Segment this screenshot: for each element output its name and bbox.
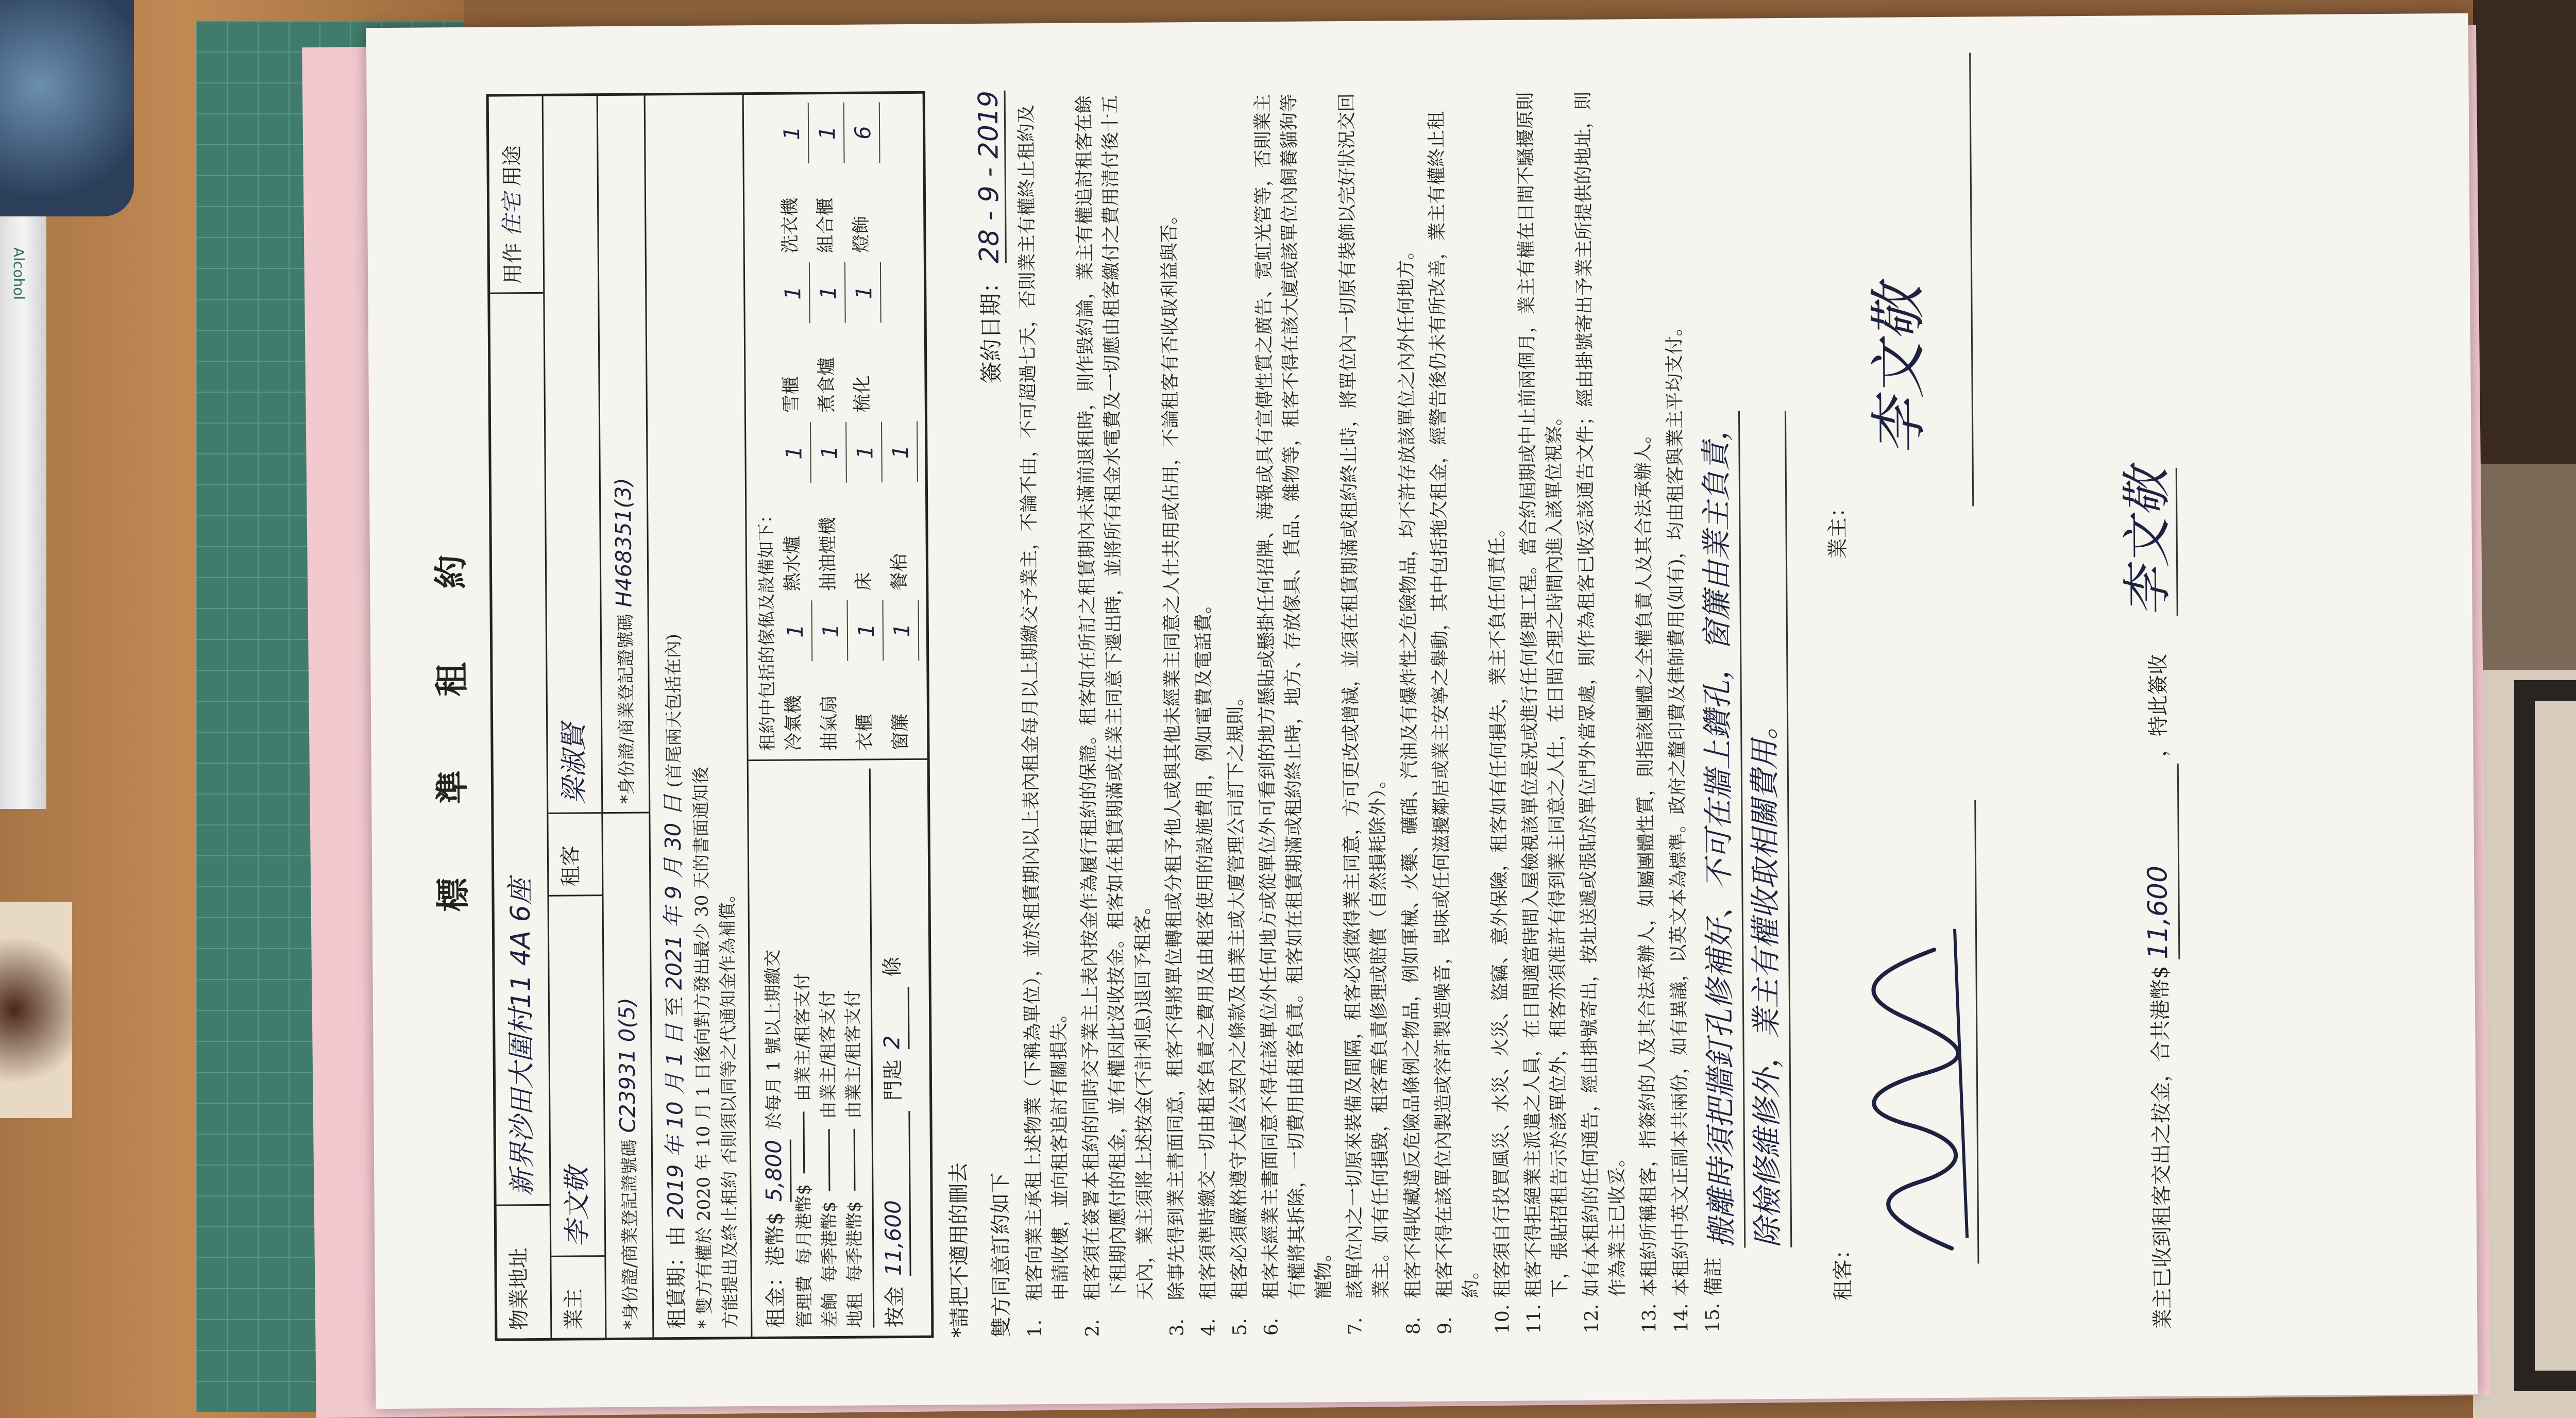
facility-name: 抽油煙機 — [817, 516, 839, 592]
sign-date — [969, 91, 1010, 384]
document-title: 標 準 租 約 — [430, 524, 473, 912]
landlord-id-cell — [603, 812, 653, 1338]
rent-label: 租金：港幣$ — [763, 1212, 788, 1328]
landlord-name: 李文敬 — [562, 1167, 594, 1247]
not-applicable-note: *請把不適用的刪去 — [946, 1162, 972, 1338]
term-option: * 雙方有權於 2020 年 10 月 1 日後向對方發出最少 30 天的書面通知後 — [690, 766, 716, 1329]
remarks-line-2: 除檢修維修外，業主有權收取相關費用。 — [1740, 411, 1792, 1248]
rent-facilities-row — [743, 94, 931, 1337]
clause-item — [1187, 89, 1222, 1336]
chair-frame — [2514, 680, 2576, 1391]
facilities-heading: 租約中包括的傢俬及設備如下： — [756, 505, 778, 752]
facility-name: 燈飾 — [851, 215, 872, 253]
clause-item — [1659, 86, 1694, 1332]
lease-info-table — [486, 91, 934, 1341]
clause-text: 本租約中英文正副本共兩份，如有異議，以英文本為標準。政府之釐印費及律師費用(如有)，均由租客與業主平均支付。 — [1664, 317, 1692, 1297]
facility-qty: 1 — [850, 421, 883, 482]
id-row — [598, 95, 654, 1338]
clause-number: 2. — [1082, 1319, 1104, 1337]
facility-qty: 1 — [816, 600, 849, 661]
remarks-num: 15. — [1702, 1303, 1724, 1333]
tenant-id-label: *身份證/商業登記證號碼 — [616, 614, 638, 804]
signature-area — [1799, 82, 2199, 1332]
sign-date-label: 簽約日期： — [977, 270, 1005, 384]
landlord-signature: 李文敬 — [1865, 285, 1933, 455]
use-label: 用途 — [500, 145, 524, 187]
gov-rent-payer: 由業主/租客支付 — [843, 990, 865, 1119]
facility-name: 雪櫃 — [781, 376, 803, 413]
rent-cell — [748, 758, 931, 1337]
clause-item — [1423, 87, 1484, 1335]
clause-item — [1250, 88, 1337, 1336]
clause-item — [1334, 88, 1395, 1335]
agreement-intro: 雙方同意訂約如下 — [989, 1172, 1014, 1338]
mgmt-label: 管理費 — [794, 1275, 816, 1328]
clause-list — [1013, 86, 1694, 1337]
term-label: 租賃期：由 — [665, 1225, 689, 1329]
term-cell — [646, 95, 751, 1337]
mgmt-amount-line — [803, 1112, 805, 1174]
landlord-name-cell — [549, 894, 605, 1256]
lease-page — [366, 13, 2478, 1409]
tenant-signature-label: 租客： — [1831, 1239, 1855, 1301]
clause-text: 如有本租約的任何通告，經由掛號寄出，按址送遞或張貼於單位門外當眾處，則作為租客已收妥該通告文件；經由掛號寄出予業主所提供的地址，則作為業主已收妥。 — [1572, 91, 1629, 1297]
gov-rent-label: 地租 — [845, 1292, 866, 1328]
deposit-label: 按金 — [883, 1286, 907, 1328]
facility-name: 衣櫃 — [854, 713, 876, 751]
clause-number: 8. — [1402, 1316, 1424, 1335]
address-label: 物業地址 — [496, 1204, 550, 1339]
round-object — [0, 902, 72, 1118]
facility-qty: 6 — [848, 102, 880, 163]
clause-number: 1. — [1024, 1319, 1046, 1338]
facilities-grid — [776, 102, 920, 751]
facility-name: 餐枱 — [888, 553, 910, 591]
rates-label: 差餉 — [819, 1292, 841, 1328]
use-prefix: 用作 — [501, 243, 525, 284]
deposit-line — [869, 768, 911, 1327]
facility-name: 梳化 — [852, 375, 873, 413]
landlord-signature-line — [1969, 53, 1974, 507]
clause-item — [1071, 90, 1159, 1337]
mgmt-text: 每月港幣$ — [793, 1184, 815, 1265]
clause-text: 租客未經業主書面同意不得在該單位外任何地方或從單位外可看到的地方懸貼或懸掛任何招牌、海報或具有宣傳性質之廣告、霓虹光管等，否則業主有權將其拆除，一切費用由租客負責。租客如在租賃期滿或租約終止時，地方、存放傢具、貨品、雜物等，租客不得在該大廈或該單位內飼養貓狗等寵物。 — [1252, 93, 1335, 1300]
facility-name: 床 — [853, 572, 875, 591]
clause-number: 11. — [1523, 1304, 1545, 1334]
facility-name: 熱水爐 — [782, 535, 804, 592]
landlord-id-value: C23931 0(5) — [614, 997, 641, 1133]
facility-name: 組合櫃 — [815, 197, 837, 254]
clause-item — [1155, 89, 1190, 1336]
receipt-amount: 11,600 — [2138, 764, 2180, 960]
clause-number: 12. — [1581, 1304, 1603, 1333]
clause-number: 10. — [1492, 1304, 1514, 1335]
clause-number: 4. — [1197, 1318, 1219, 1337]
term-end-label: 至 — [663, 996, 687, 1018]
keys-label: 門匙 — [881, 1059, 905, 1101]
parties-row — [544, 96, 607, 1338]
term-row — [646, 95, 752, 1337]
address-row — [488, 96, 552, 1339]
term-option-3-text: 否則須以同等之代通知金作為補償。 — [717, 885, 740, 1166]
clause-text: 租客須準時繳交一切由租客負責之費用及由租客使用的設施費用，例如電費及電話費。 — [1193, 595, 1219, 1301]
facility-qty: 1 — [885, 421, 918, 482]
clause-number: 9. — [1434, 1316, 1456, 1335]
clause-number: 5. — [1229, 1318, 1251, 1336]
clause-item — [1218, 89, 1253, 1336]
clause-text: 除事先得到業主書面同意，租客不得將單位轉租或分租予他人或與其他未經業主同意之人仕共用或佔用，不論租客有否收取利益與否。 — [1158, 206, 1188, 1301]
deposit-receipt-line — [2109, 82, 2189, 1330]
clause-number: 6. — [1261, 1318, 1282, 1336]
receipt-signature: 李文敬 — [2118, 468, 2178, 617]
facility-qty: 1 — [776, 103, 809, 163]
landlord-id-label: *身份證/商業登記證號碼 — [619, 1139, 641, 1329]
mgmt-payer: 由業主/租客支付 — [792, 973, 814, 1102]
tenant-name: 梁淑賢 — [558, 723, 590, 804]
clause-text: 租客不得收藏違反危險品條例之物品，例如軍械、火藥、礦硝、汽油及有爆炸性之危險物品，均不許存放該單位之內外任何地方。 — [1395, 241, 1424, 1299]
facility-name: 冷氣機 — [783, 695, 805, 751]
wrapper-strip — [0, 216, 46, 809]
facility-qty: 1 — [851, 600, 884, 661]
keys-unit: 條 — [880, 956, 905, 977]
clause-text: 租客必須嚴格遵守大廈公契內之條款及由業主或大廈管理公司訂下之規則。 — [1225, 687, 1250, 1300]
facility-name: 洗衣機 — [779, 197, 801, 254]
remarks-text — [1693, 411, 1792, 1248]
remarks-clause — [1691, 85, 1792, 1332]
clause-text: 租客不得拒絕業主派遣之人員，在日間適當時間入屋檢視該單位是況或進行任何修理工程。當合約屆期或中止前兩個月，業主有權在日間不騷擾原則下，張貼招租告示於該單位外，租客亦須准許有得到業主同意之人仕，在日間合理之時間內進入該單位視察。 — [1515, 92, 1571, 1298]
facility-qty: 1 — [886, 600, 919, 661]
clause-text: 租客須在簽署本租約的同時交予業主上表內按金作為履行租約的保證。租客如在所訂之租賃期內未滿前退租時，則作毀約論，業主有權追討租客在餘下租期內應付的租金，並有權因此沒收按金。租客如在租賃期滿或在業主同意下遷出時，並將所有租金水電費及一切應由租客繳付之費用清付後十五天內，業主須將上述按金(不計利息)退回予租客。 — [1073, 95, 1156, 1301]
deposit-value: 11,600 — [877, 1111, 911, 1276]
pouch-object — [0, 0, 134, 216]
tenant-signature-scribble — [1846, 898, 1982, 1259]
tenant-name-cell — [544, 96, 602, 813]
clause-item — [1628, 86, 1663, 1333]
facility-qty: 1 — [780, 600, 813, 661]
rates-text: 每季港幣$ — [819, 1201, 840, 1283]
facility-qty: 1 — [813, 262, 846, 323]
clause-item — [1481, 87, 1516, 1334]
clause-item — [1513, 87, 1574, 1334]
intro-date-row — [969, 91, 1016, 1338]
clause-text: 租客向業主承租上述物業（下稱為單位），並於租賃期內以上表內租金每月以上期繳交予業主，不論不由，不可超過七天，否則業主有權終止租約及申請收樓，並向租客追討有關損失。 — [1015, 105, 1072, 1302]
clause-text: 租客不得在該單位內製造或容許製造噪音，畏味或任何滋擾鄰居或業主安寧之舉動，其中包括拖欠租金，經警告後仍未有所改善，業主有權終止租約。 — [1426, 111, 1482, 1298]
use-value: 住宅 — [499, 193, 525, 237]
tenant-id-value: H468351(3) — [611, 478, 637, 607]
clause-number: 13. — [1639, 1303, 1660, 1333]
landlord-signature-label: 業主： — [1825, 497, 1850, 559]
wrapper-text: Alcohol — [10, 247, 27, 300]
tenant-label: 租客 — [548, 812, 602, 895]
facility-name: 抽氣扇 — [818, 695, 840, 751]
rent-suffix: 於每月 1 號以上期繳交 — [762, 949, 785, 1130]
keys-value: 2 — [876, 987, 909, 1049]
rent-amount: 5,800 — [758, 1140, 792, 1202]
mgmt-line — [788, 769, 818, 1328]
landlord-label: 業主 — [551, 1255, 605, 1338]
clause-text: 租客須自行投買風災、水災、火災、盜竊、意外保險，租客如有任何損失，業主不負任何責任。 — [1486, 518, 1513, 1298]
gov-rent-text: 每季港幣$ — [844, 1201, 866, 1282]
term-inclusive: (首尾兩天包括在內) — [663, 633, 685, 788]
gov-rent-line — [839, 769, 869, 1328]
facility-name: 煮食爐 — [816, 357, 838, 413]
rates-line — [814, 769, 843, 1328]
clause-text: 本租約所稱租客，指簽約的人及其合法承辦人，如屬團體性質，則指該團體之全權負責人及其合法承辦人。 — [1633, 425, 1660, 1297]
clause-number: 14. — [1670, 1303, 1692, 1333]
rates-amount-line — [828, 1129, 831, 1191]
facility-qty: 1 — [849, 262, 882, 323]
clause-text: 該單位內之一切原來裝備及間隔，租客必須徵得業主同意，方可更改或增減，並須在租賃期滿或租約終止時，將單位內一切原有裝飾以完好狀況交回業主。如有任何損毀，租客需負責修理或賠償（自然損耗除外）。 — [1336, 93, 1393, 1299]
receipt-suffix: ，特此簽收 — [2146, 653, 2172, 757]
rates-payer: 由業主/租客支付 — [817, 990, 839, 1119]
clause-item — [1392, 88, 1427, 1335]
clause-number: 7. — [1345, 1317, 1366, 1336]
facilities-cell — [743, 94, 927, 759]
rent-line — [756, 769, 792, 1328]
sign-date-value: 28 - 9 - 2019 — [973, 91, 1006, 264]
use-cell — [488, 96, 543, 293]
facility-qty: 1 — [777, 262, 810, 323]
remarks-label: 備註 — [1702, 1257, 1725, 1297]
facility-qty: 1 — [812, 103, 845, 163]
address-value: 新界沙田大圍村11 4A 6座 — [490, 292, 550, 1205]
tenant-id-cell — [598, 96, 649, 813]
clause-item — [1013, 90, 1075, 1338]
lease-paper — [366, 13, 2478, 1409]
facility-name: 窗簾 — [889, 713, 911, 751]
remarks-line-1: 搬離時須把牆釘孔修補好、不可在牆上鑽孔，窗簾由業主負責， — [1693, 411, 1745, 1248]
receipt-text: 業主已收到租客交出之按金，合共港幣$ — [2148, 966, 2175, 1330]
term-option-2-text: 方能提出及終止租約 — [719, 1171, 741, 1329]
facility-qty: 1 — [778, 422, 811, 483]
term-start: 2019 年 10 月 1 日 — [662, 1023, 689, 1220]
term-end: 2021 年 9 月 30 日 — [660, 794, 687, 990]
clause-number: 3. — [1166, 1318, 1188, 1337]
facility-qty: 1 — [814, 422, 847, 483]
clause-item — [1570, 86, 1632, 1333]
gov-rent-amount-line — [854, 1129, 856, 1191]
